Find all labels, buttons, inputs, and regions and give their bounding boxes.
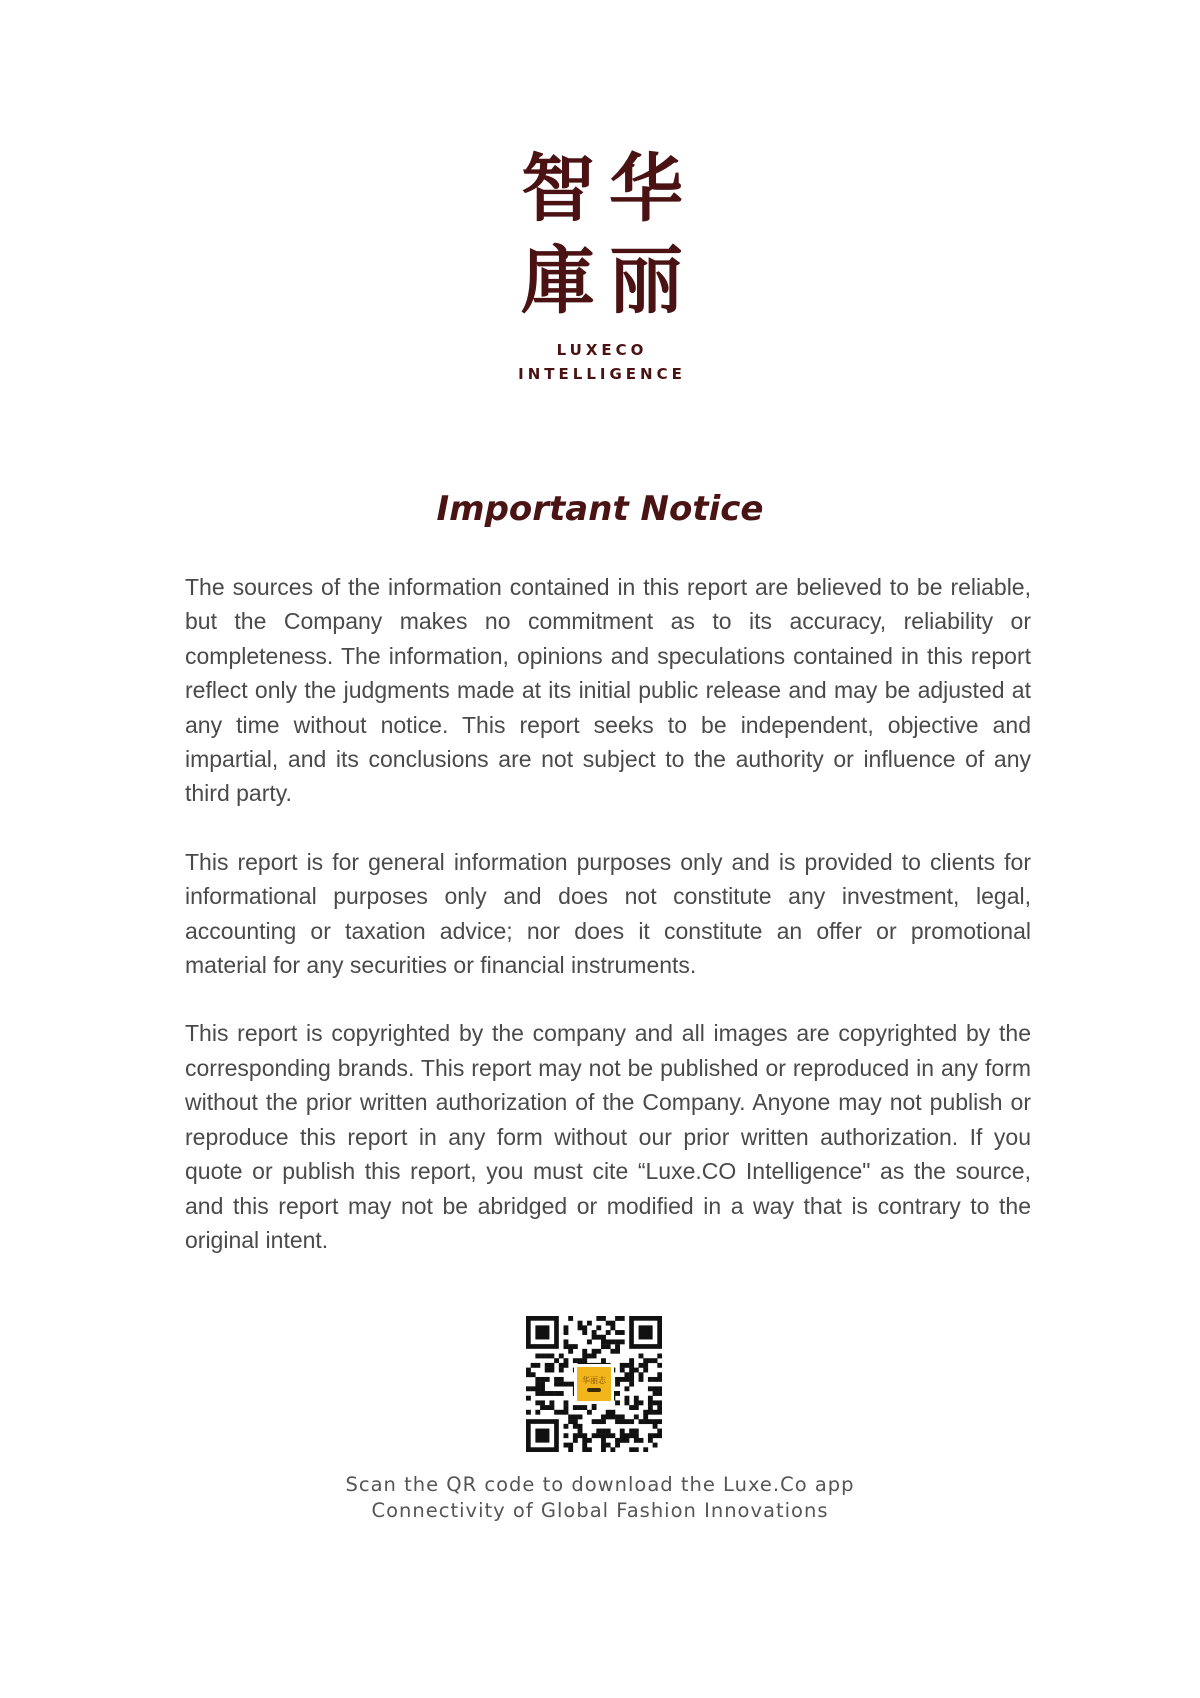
logo-english-text	[0, 338, 1200, 386]
notice-paragraph-3: This report is copyrighted by the company and all images are copyrighted by the corresponding brands. This report may not be published or reproduced in any form without the prior written authorization of the Company. Anyone may not publish or reproduce this report in any form without our prior written authorization. If you quote or publish this report, you must cite “Luxe.CO Intelligence" as the source, and this report may not be abridged or modified in a way that is contrary to the original intent.	[185, 1020, 1031, 1253]
qr-center-label: 华丽志	[582, 1376, 606, 1385]
qr-caption	[0, 1472, 1200, 1524]
notice-paragraph-2: This report is for general information purposes only and is provided to clients for informational purposes only and does not constitute any investment, legal, accounting or taxation advice; nor does it constitute an offer or promotional material for any securities or financial instruments.	[185, 848, 1031, 979]
qr-center-logo	[574, 1364, 614, 1404]
notice-body	[185, 570, 1031, 1291]
logo-char-3: 庫	[521, 238, 595, 324]
brand-logo	[0, 148, 1200, 386]
logo-chinese-characters	[517, 148, 687, 332]
logo-char-1: 智	[521, 146, 595, 232]
page-title: Important Notice	[436, 489, 764, 529]
logo-char-2: 华	[609, 146, 683, 232]
notice-paragraph-1: The sources of the information contained in this report are believed to be reliable, but the Company makes no commitment as to its accuracy, reliability or completeness. The information, opinions and speculations contained in this report reflect only the judgments made at its initial public release and may be adjusted at any time without notice. This report seeks to be independent, objective and impartial, and its conclusions are not subject to the authority or influence of any third party.	[185, 574, 1031, 807]
qr-center-mark-icon	[587, 1388, 601, 1392]
logo-line-luxeco: LUXECO	[556, 341, 648, 359]
qr-caption-line-2: Connectivity of Global Fashion Innovations	[371, 1499, 829, 1522]
logo-line-intelligence: INTELLIGENCE	[518, 365, 686, 383]
qr-code	[526, 1316, 662, 1452]
qr-caption-line-1: Scan the QR code to download the Luxe.Co app	[345, 1473, 855, 1496]
logo-char-4: 丽	[609, 238, 683, 324]
